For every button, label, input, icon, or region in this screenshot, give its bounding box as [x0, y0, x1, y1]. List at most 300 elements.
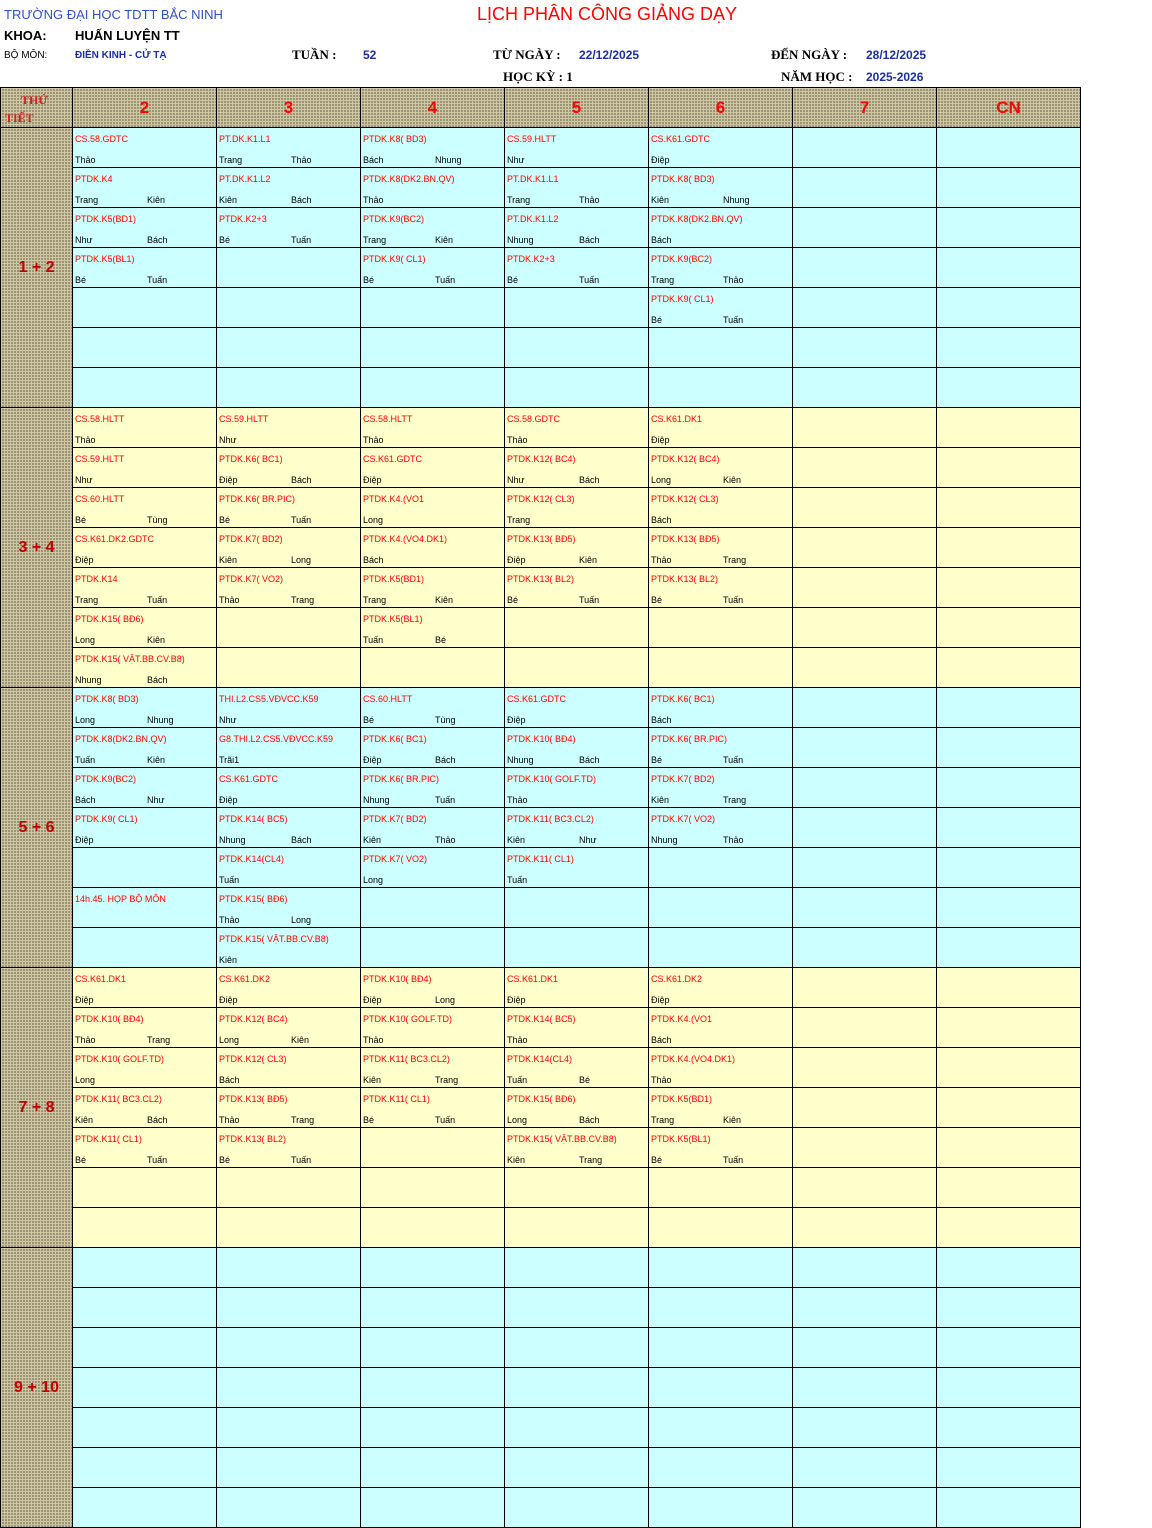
schedule-cell[interactable]	[505, 1408, 649, 1448]
schedule-cell[interactable]	[361, 608, 505, 648]
khoa-value: HUẤN LUYỆN TT	[75, 28, 180, 43]
schedule-cell[interactable]	[649, 1008, 793, 1048]
schedule-cell[interactable]	[937, 1168, 1081, 1208]
schedule-cell[interactable]	[217, 928, 361, 968]
schedule-cell[interactable]	[649, 288, 793, 328]
class-code: PTDK.K8( BD3)	[651, 174, 715, 184]
schedule-cell[interactable]	[361, 1288, 505, 1328]
schedule-row	[1, 528, 1081, 568]
schedule-cell[interactable]	[73, 608, 217, 648]
schedule-cell[interactable]	[361, 248, 505, 288]
schedule-cell[interactable]	[505, 1448, 649, 1488]
teacher-primary: Thảo	[507, 795, 528, 805]
schedule-cell[interactable]	[217, 648, 361, 688]
schedule-cell[interactable]	[649, 1128, 793, 1168]
schedule-cell[interactable]	[937, 1368, 1081, 1408]
schedule-cell[interactable]	[73, 408, 217, 448]
schedule-cell[interactable]	[73, 928, 217, 968]
schedule-cell[interactable]	[505, 1128, 649, 1168]
schedule-cell[interactable]	[649, 1168, 793, 1208]
schedule-cell[interactable]	[937, 128, 1081, 168]
schedule-cell[interactable]	[937, 808, 1081, 848]
teacher-primary: Bé	[219, 235, 231, 245]
schedule-cell[interactable]	[937, 848, 1081, 888]
schedule-cell[interactable]	[937, 1408, 1081, 1448]
schedule-cell[interactable]	[217, 408, 361, 448]
schedule-cell[interactable]	[73, 208, 217, 248]
schedule-cell[interactable]	[73, 1488, 217, 1528]
schedule-cell[interactable]	[505, 1048, 649, 1088]
schedule-cell[interactable]	[217, 608, 361, 648]
schedule-cell[interactable]	[937, 208, 1081, 248]
schedule-cell[interactable]	[649, 368, 793, 408]
schedule-cell[interactable]	[649, 408, 793, 448]
schedule-cell[interactable]	[73, 768, 217, 808]
schedule-cell[interactable]	[793, 288, 937, 328]
schedule-cell[interactable]	[361, 368, 505, 408]
schedule-cell[interactable]	[217, 1248, 361, 1288]
schedule-cell[interactable]	[937, 608, 1081, 648]
class-code: PTDK.K8(DK2.BN.QV)	[651, 214, 743, 224]
schedule-cell[interactable]	[505, 1288, 649, 1328]
schedule-cell[interactable]	[73, 808, 217, 848]
schedule-cell[interactable]	[73, 1288, 217, 1328]
teacher-primary: Long	[651, 475, 672, 485]
teacher-primary: Thảo	[507, 1035, 528, 1045]
schedule-cell[interactable]	[73, 248, 217, 288]
schedule-cell[interactable]	[649, 528, 793, 568]
schedule-cell[interactable]	[73, 848, 217, 888]
teacher-primary: Bé	[363, 715, 375, 725]
schedule-cell[interactable]	[505, 208, 649, 248]
schedule-row	[1, 1448, 1081, 1488]
teacher-secondary: Long	[291, 915, 312, 925]
schedule-cell[interactable]	[793, 1248, 937, 1288]
schedule-cell[interactable]	[73, 1128, 217, 1168]
schedule-cell[interactable]	[937, 1448, 1081, 1488]
schedule-cell[interactable]	[361, 968, 505, 1008]
schedule-cell[interactable]	[361, 728, 505, 768]
teacher-secondary: Tuấn	[147, 595, 168, 605]
schedule-cell[interactable]	[649, 1488, 793, 1528]
schedule-cell[interactable]	[649, 1248, 793, 1288]
schedule-cell[interactable]	[937, 728, 1081, 768]
schedule-cell[interactable]	[505, 808, 649, 848]
schedule-cell[interactable]	[937, 1288, 1081, 1328]
schedule-cell[interactable]	[649, 448, 793, 488]
class-code: PTDK.K4.(VO1	[363, 494, 425, 504]
teacher-secondary: Trang	[723, 555, 747, 565]
class-code: PTDK.K9(BC2)	[75, 774, 137, 784]
schedule-cell[interactable]	[937, 448, 1081, 488]
schedule-cell[interactable]	[361, 568, 505, 608]
schedule-cell[interactable]	[793, 1048, 937, 1088]
schedule-cell[interactable]	[649, 1328, 793, 1368]
schedule-cell[interactable]	[73, 448, 217, 488]
schedule-cell[interactable]	[505, 1488, 649, 1528]
teacher-secondary: Tuấn	[291, 515, 312, 525]
schedule-cell[interactable]	[73, 1168, 217, 1208]
schedule-cell[interactable]	[73, 328, 217, 368]
schedule-cell[interactable]	[217, 1008, 361, 1048]
schedule-cell[interactable]	[793, 808, 937, 848]
schedule-cell[interactable]	[217, 888, 361, 928]
schedule-cell[interactable]	[73, 128, 217, 168]
schedule-cell[interactable]	[505, 1248, 649, 1288]
schedule-cell[interactable]	[73, 1408, 217, 1448]
teacher-primary: Như	[75, 475, 93, 485]
schedule-cell[interactable]	[793, 1448, 937, 1488]
schedule-cell[interactable]	[649, 728, 793, 768]
schedule-cell[interactable]	[937, 288, 1081, 328]
schedule-cell[interactable]	[649, 1208, 793, 1248]
schedule-cell[interactable]	[649, 848, 793, 888]
schedule-cell[interactable]	[361, 1368, 505, 1408]
teacher-primary: Nhung	[219, 835, 246, 845]
schedule-cell[interactable]	[73, 728, 217, 768]
schedule-cell[interactable]	[649, 688, 793, 728]
schedule-cell[interactable]	[361, 448, 505, 488]
schedule-cell[interactable]	[505, 1088, 649, 1128]
schedule-cell[interactable]	[793, 408, 937, 448]
schedule-cell[interactable]	[217, 168, 361, 208]
schedule-cell[interactable]	[649, 568, 793, 608]
schedule-cell[interactable]	[217, 128, 361, 168]
schedule-cell[interactable]	[649, 808, 793, 848]
schedule-cell[interactable]	[73, 528, 217, 568]
schedule-cell[interactable]	[793, 768, 937, 808]
teacher-primary: Kiên	[651, 195, 670, 205]
schedule-cell[interactable]	[217, 1368, 361, 1408]
schedule-cell[interactable]	[217, 728, 361, 768]
schedule-cell[interactable]	[505, 1168, 649, 1208]
schedule-cell[interactable]	[217, 1288, 361, 1328]
schedule-cell[interactable]	[505, 248, 649, 288]
schedule-cell[interactable]	[505, 968, 649, 1008]
schedule-cell[interactable]	[217, 768, 361, 808]
schedule-cell[interactable]	[937, 888, 1081, 928]
schedule-cell[interactable]	[937, 768, 1081, 808]
schedule-body	[1, 128, 1081, 1528]
schedule-cell[interactable]	[505, 1208, 649, 1248]
schedule-cell[interactable]	[937, 568, 1081, 608]
schedule-cell[interactable]	[73, 368, 217, 408]
schedule-cell[interactable]	[73, 168, 217, 208]
class-code: PTDK.K7( VO2)	[219, 574, 284, 584]
schedule-cell[interactable]	[361, 1048, 505, 1088]
schedule-cell[interactable]	[73, 688, 217, 728]
schedule-cell[interactable]	[793, 1408, 937, 1448]
teacher-secondary: Tuấn	[291, 235, 312, 245]
schedule-cell[interactable]	[937, 1248, 1081, 1288]
schedule-cell[interactable]	[217, 1448, 361, 1488]
schedule-cell[interactable]	[217, 968, 361, 1008]
schedule-cell[interactable]	[793, 888, 937, 928]
schedule-cell[interactable]	[793, 1128, 937, 1168]
schedule-cell[interactable]	[649, 208, 793, 248]
schedule-cell[interactable]	[217, 368, 361, 408]
schedule-cell[interactable]	[505, 288, 649, 328]
class-code: PTDK.K2+3	[507, 254, 555, 264]
schedule-cell[interactable]	[505, 448, 649, 488]
schedule-cell[interactable]	[73, 568, 217, 608]
schedule-cell[interactable]	[793, 1328, 937, 1368]
schedule-cell[interactable]	[793, 1288, 937, 1328]
schedule-cell[interactable]	[793, 168, 937, 208]
schedule-cell[interactable]	[217, 448, 361, 488]
schedule-cell[interactable]	[361, 928, 505, 968]
schedule-cell[interactable]	[793, 1088, 937, 1128]
schedule-cell[interactable]	[937, 368, 1081, 408]
schedule-cell[interactable]	[505, 408, 649, 448]
schedule-cell[interactable]	[937, 328, 1081, 368]
schedule-cell[interactable]	[361, 1088, 505, 1128]
schedule-cell[interactable]	[73, 1088, 217, 1128]
schedule-cell[interactable]	[649, 328, 793, 368]
schedule-cell[interactable]	[649, 888, 793, 928]
schedule-cell[interactable]	[361, 1488, 505, 1528]
schedule-row	[1, 1008, 1081, 1048]
schedule-cell[interactable]	[217, 1328, 361, 1368]
schedule-cell[interactable]	[361, 328, 505, 368]
schedule-cell[interactable]	[361, 408, 505, 448]
schedule-cell[interactable]	[649, 488, 793, 528]
schedule-cell[interactable]	[793, 1168, 937, 1208]
schedule-cell[interactable]	[505, 488, 649, 528]
schedule-cell[interactable]	[505, 888, 649, 928]
schedule-cell[interactable]	[793, 128, 937, 168]
schedule-cell[interactable]	[937, 688, 1081, 728]
schedule-cell[interactable]	[937, 928, 1081, 968]
class-code: PTDK.K15( VẬT.BB.CV.B8)	[507, 1134, 617, 1144]
schedule-cell[interactable]	[505, 1328, 649, 1368]
schedule-cell[interactable]	[361, 1408, 505, 1448]
schedule-cell[interactable]	[649, 1368, 793, 1408]
class-code: PTDK.K10( BĐ4)	[363, 974, 432, 984]
schedule-cell[interactable]	[505, 728, 649, 768]
teacher-primary: Bách	[75, 795, 96, 805]
class-code: PTDK.K12( BC4)	[219, 1014, 288, 1024]
schedule-cell[interactable]	[217, 848, 361, 888]
schedule-cell[interactable]	[505, 168, 649, 208]
schedule-cell[interactable]	[505, 848, 649, 888]
class-code: PTDK.K15( VẬT.BB.CV.B8)	[75, 654, 185, 664]
schedule-cell[interactable]	[937, 1488, 1081, 1528]
schedule-cell[interactable]	[793, 1008, 937, 1048]
teacher-secondary: Như	[147, 795, 165, 805]
schedule-cell[interactable]	[649, 648, 793, 688]
schedule-cell[interactable]	[793, 208, 937, 248]
schedule-cell[interactable]	[361, 768, 505, 808]
schedule-cell[interactable]	[793, 328, 937, 368]
schedule-cell[interactable]	[217, 488, 361, 528]
schedule-cell[interactable]	[361, 528, 505, 568]
schedule-cell[interactable]	[217, 1408, 361, 1448]
schedule-cell[interactable]	[217, 288, 361, 328]
schedule-cell[interactable]	[649, 968, 793, 1008]
teacher-primary: Thảo	[363, 1035, 384, 1045]
schedule-cell[interactable]	[505, 648, 649, 688]
schedule-cell[interactable]	[505, 568, 649, 608]
class-code: PTDK.K13( BL2)	[507, 574, 575, 584]
schedule-cell[interactable]	[937, 168, 1081, 208]
schedule-cell[interactable]	[793, 968, 937, 1008]
schedule-cell[interactable]	[649, 768, 793, 808]
schedule-cell[interactable]	[793, 528, 937, 568]
schedule-cell[interactable]	[217, 528, 361, 568]
schedule-cell[interactable]	[505, 688, 649, 728]
schedule-cell[interactable]	[937, 248, 1081, 288]
schedule-cell[interactable]	[217, 1088, 361, 1128]
schedule-cell[interactable]	[937, 1328, 1081, 1368]
schedule-cell[interactable]	[649, 1448, 793, 1488]
schedule-cell[interactable]	[793, 688, 937, 728]
schedule-cell[interactable]	[937, 488, 1081, 528]
schedule-cell[interactable]	[361, 1208, 505, 1248]
schedule-cell[interactable]	[649, 1288, 793, 1328]
schedule-cell[interactable]	[937, 1208, 1081, 1248]
schedule-cell[interactable]	[937, 1088, 1081, 1128]
schedule-cell[interactable]	[361, 1328, 505, 1368]
schedule-cell[interactable]	[73, 1248, 217, 1288]
schedule-cell[interactable]	[505, 768, 649, 808]
schedule-cell[interactable]	[649, 128, 793, 168]
teacher-secondary: Thảo	[435, 835, 456, 845]
schedule-row	[1, 808, 1081, 848]
schedule-cell[interactable]	[361, 1248, 505, 1288]
schedule-cell[interactable]	[793, 1368, 937, 1408]
schedule-cell[interactable]	[217, 1128, 361, 1168]
schedule-cell[interactable]	[73, 1048, 217, 1088]
schedule-cell[interactable]	[505, 128, 649, 168]
schedule-cell[interactable]	[505, 928, 649, 968]
schedule-cell[interactable]	[793, 1488, 937, 1528]
schedule-cell[interactable]	[217, 328, 361, 368]
period-label: 3 + 4	[1, 408, 73, 688]
schedule-cell[interactable]	[649, 608, 793, 648]
schedule-cell[interactable]	[505, 1368, 649, 1408]
schedule-cell[interactable]	[217, 248, 361, 288]
schedule-cell[interactable]	[217, 1208, 361, 1248]
schedule-cell[interactable]	[361, 1128, 505, 1168]
schedule-cell[interactable]	[361, 208, 505, 248]
schedule-cell[interactable]	[649, 1408, 793, 1448]
schedule-cell[interactable]	[937, 408, 1081, 448]
schedule-cell[interactable]	[793, 488, 937, 528]
class-code: PTDK.K10( GOLF.TD)	[75, 1054, 165, 1064]
teacher-primary: Nhung	[507, 755, 534, 765]
schedule-cell[interactable]	[937, 1048, 1081, 1088]
schedule-cell[interactable]	[361, 168, 505, 208]
schedule-cell[interactable]	[937, 1008, 1081, 1048]
schedule-cell[interactable]	[73, 1008, 217, 1048]
denngay-label: ĐẾN NGÀY :	[771, 47, 848, 62]
schedule-cell[interactable]	[649, 1048, 793, 1088]
schedule-cell[interactable]	[937, 528, 1081, 568]
schedule-cell[interactable]	[937, 1128, 1081, 1168]
schedule-cell[interactable]	[793, 928, 937, 968]
schedule-cell[interactable]	[217, 1048, 361, 1088]
schedule-cell[interactable]	[73, 288, 217, 328]
teacher-secondary: Trang	[579, 1155, 603, 1165]
teacher-primary: Điệp	[651, 155, 670, 165]
schedule-cell[interactable]	[505, 1008, 649, 1048]
schedule-cell[interactable]	[73, 1448, 217, 1488]
schedule-cell[interactable]	[649, 928, 793, 968]
tuan-label: TUẦN :	[292, 47, 337, 62]
class-code: CS.58.GDTC	[75, 134, 129, 144]
schedule-cell[interactable]	[217, 568, 361, 608]
schedule-cell[interactable]	[361, 848, 505, 888]
schedule-cell[interactable]	[361, 888, 505, 928]
schedule-cell[interactable]	[217, 688, 361, 728]
schedule-cell[interactable]	[937, 648, 1081, 688]
schedule-cell[interactable]	[217, 1168, 361, 1208]
schedule-cell[interactable]	[361, 1008, 505, 1048]
schedule-cell[interactable]	[937, 968, 1081, 1008]
class-code: PTDK.K8(DK2.BN.QV)	[75, 734, 167, 744]
period-label: 7 + 8	[1, 968, 73, 1248]
teacher-primary: Long	[507, 1115, 528, 1125]
schedule-cell[interactable]	[361, 1168, 505, 1208]
class-code: PTDK.K12( BC4)	[651, 454, 720, 464]
schedule-cell[interactable]	[793, 568, 937, 608]
schedule-cell[interactable]	[361, 1448, 505, 1488]
schedule-cell[interactable]	[217, 808, 361, 848]
schedule-row	[1, 848, 1081, 888]
class-code: PTDK.K6( BC1)	[651, 694, 715, 704]
schedule-cell[interactable]	[505, 528, 649, 568]
schedule-cell[interactable]	[217, 208, 361, 248]
schedule-cell[interactable]	[217, 1488, 361, 1528]
schedule-cell[interactable]	[649, 1088, 793, 1128]
schedule-cell[interactable]	[361, 128, 505, 168]
class-code: CS.58.HLTT	[363, 414, 413, 424]
teacher-primary: Bé	[507, 595, 519, 605]
schedule-cell[interactable]	[73, 1208, 217, 1248]
schedule-cell[interactable]	[505, 608, 649, 648]
schedule-cell[interactable]	[793, 248, 937, 288]
schedule-cell[interactable]	[793, 608, 937, 648]
schedule-cell[interactable]	[505, 328, 649, 368]
teacher-primary: Long	[363, 515, 384, 525]
schedule-cell[interactable]	[793, 728, 937, 768]
schedule-cell[interactable]	[361, 648, 505, 688]
schedule-cell[interactable]	[73, 648, 217, 688]
schedule-cell[interactable]	[649, 248, 793, 288]
schedule-cell[interactable]	[361, 488, 505, 528]
schedule-cell[interactable]	[793, 368, 937, 408]
schedule-cell[interactable]	[73, 888, 217, 928]
schedule-cell[interactable]	[793, 1208, 937, 1248]
schedule-cell[interactable]	[73, 1328, 217, 1368]
schedule-cell[interactable]	[505, 368, 649, 408]
schedule-cell[interactable]	[793, 848, 937, 888]
schedule-cell[interactable]	[361, 288, 505, 328]
class-code: PTDK.K12( CL3)	[651, 494, 719, 504]
schedule-cell[interactable]	[361, 808, 505, 848]
schedule-cell[interactable]	[793, 648, 937, 688]
schedule-cell[interactable]	[793, 448, 937, 488]
schedule-table	[0, 87, 1081, 1528]
schedule-cell[interactable]	[73, 968, 217, 1008]
schedule-cell[interactable]	[361, 688, 505, 728]
schedule-cell[interactable]	[649, 168, 793, 208]
schedule-cell[interactable]	[73, 1368, 217, 1408]
schedule-cell[interactable]	[73, 488, 217, 528]
class-code: PTDK.K4.(VO4.DK1)	[363, 534, 448, 544]
schedule-row	[1, 128, 1081, 168]
